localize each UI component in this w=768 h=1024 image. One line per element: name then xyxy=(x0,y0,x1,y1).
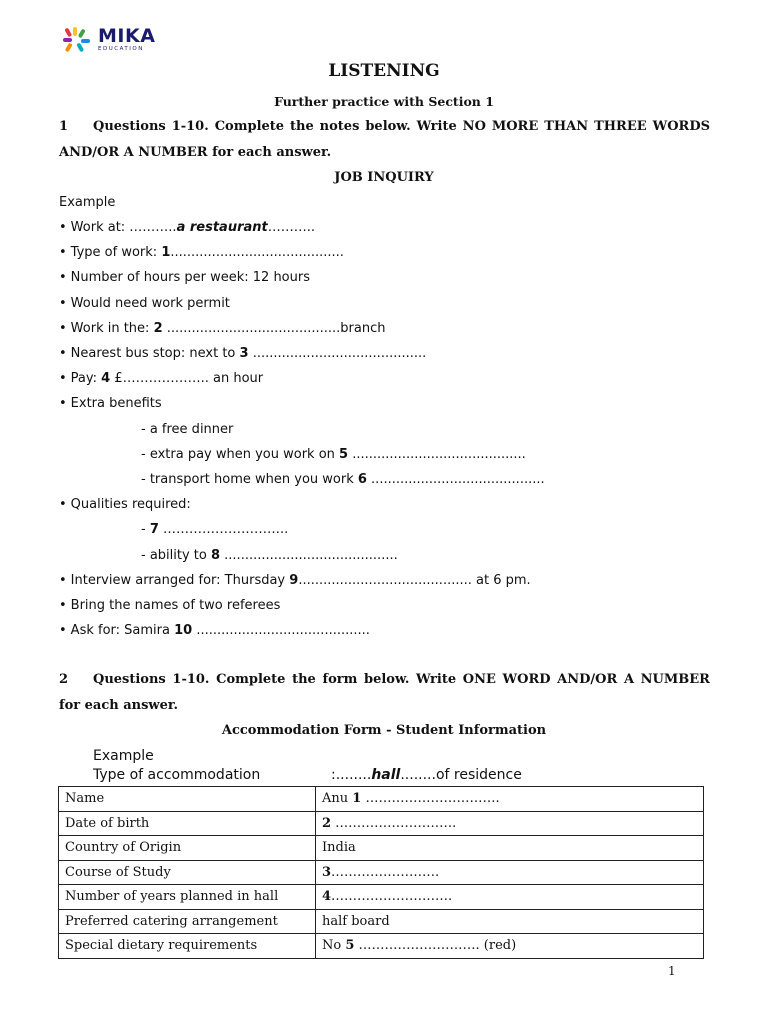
form-field-value: 2 ………………………. xyxy=(316,811,704,836)
form-field-value: Anu 1 …………………………. xyxy=(316,787,704,812)
form-field-label: Country of Origin xyxy=(59,836,316,861)
bullet-icon: • xyxy=(59,371,67,386)
bullet-icon: • xyxy=(59,220,67,235)
form-field-label: Special dietary requirements xyxy=(59,934,316,959)
form-row xyxy=(59,811,704,836)
form-field-label: Number of years planned in hall xyxy=(59,885,316,910)
note-qualities: • Qualities required: xyxy=(59,497,191,512)
bullet-icon: • xyxy=(59,245,67,260)
form-field-label: Preferred catering arrangement xyxy=(59,909,316,934)
note-transport: - transport home when you work 6 .......................................... xyxy=(141,472,545,487)
form-field-label: Date of birth xyxy=(59,811,316,836)
question-1-instructions xyxy=(59,114,710,166)
page-subtitle: Further practice with Section 1 xyxy=(274,94,494,109)
example-label: Example xyxy=(59,195,116,210)
bullet-icon: • xyxy=(59,346,67,361)
job-inquiry-heading: JOB INQUIRY xyxy=(334,170,434,185)
question-2-number: 2 xyxy=(59,672,69,687)
bullet-icon: • xyxy=(59,598,67,613)
bullet-icon: • xyxy=(59,321,67,336)
page-number: 1 xyxy=(668,964,676,978)
form-field-value: 4………………………. xyxy=(316,885,704,910)
bullet-icon: • xyxy=(59,573,67,588)
note-branch: • Work in the: 2 ..........................................branch xyxy=(59,321,386,336)
note-quality-7: - 7 ……………………….. xyxy=(141,522,289,537)
question-2-instructions xyxy=(59,667,710,719)
bullet-icon: • xyxy=(59,270,67,285)
accommodation-form-heading: Accommodation Form - Student Information xyxy=(221,723,547,738)
form-example-label: Example xyxy=(93,748,154,764)
note-bus-stop: • Nearest bus stop: next to 3 .......................................... xyxy=(59,346,427,361)
form-row xyxy=(59,934,704,959)
form-field-label: Name xyxy=(59,787,316,812)
form-row xyxy=(59,860,704,885)
form-example-row: Type of accommodation :........hall........of residence xyxy=(93,767,522,783)
bullet-icon: • xyxy=(59,623,67,638)
form-row xyxy=(59,787,704,812)
mika-logo xyxy=(60,26,155,54)
question-1-number: 1 xyxy=(59,119,69,134)
note-type-of-work: • Type of work: 1.......................................... xyxy=(59,245,344,260)
question-1-text: Questions 1-10. Complete the notes below. Write NO MORE THAN THREE WORDS AND/OR A NUMBER for each answer. xyxy=(59,119,710,160)
question-2-text: Questions 1-10. Complete the form below. Write ONE WORD AND/OR A NUMBER for each answer. xyxy=(59,672,710,713)
note-ability: - ability to 8 .......................................... xyxy=(141,548,398,563)
logo-name: MIKA xyxy=(98,25,156,48)
note-free-dinner: - a free dinner xyxy=(141,422,234,437)
form-field-value: half board xyxy=(316,909,704,934)
note-extra-pay: - extra pay when you work on 5 .......................................... xyxy=(141,447,526,462)
note-interview: • Interview arranged for: Thursday 9.......................................... at 6 pm. xyxy=(59,573,531,588)
form-field-value: No 5 ………………………. (red) xyxy=(316,934,704,959)
note-benefits: • Extra benefits xyxy=(59,396,162,411)
form-row xyxy=(59,885,704,910)
note-pay: • Pay: 4 £……………….. an hour xyxy=(59,371,264,386)
note-hours: • Number of hours per week: 12 hours xyxy=(59,270,310,285)
form-row xyxy=(59,909,704,934)
mika-logo-icon xyxy=(60,26,94,54)
note-ask-for: • Ask for: Samira 10 .......................................... xyxy=(59,623,370,638)
bullet-icon: • xyxy=(59,296,67,311)
note-referees: • Bring the names of two referees xyxy=(59,598,281,613)
form-field-value: 3……………………. xyxy=(316,860,704,885)
bullet-icon: • xyxy=(59,497,67,512)
form-row xyxy=(59,836,704,861)
logo-sub: EDUCATION xyxy=(98,46,144,53)
form-field-label: Course of Study xyxy=(59,860,316,885)
bullet-icon: • xyxy=(59,396,67,411)
form-field-value: India xyxy=(316,836,704,861)
note-work-at: • Work at: ………..a restaurant……….. xyxy=(59,220,316,235)
page-title: LISTENING xyxy=(328,61,440,81)
student-information-form xyxy=(58,786,704,959)
note-permit: • Would need work permit xyxy=(59,296,230,311)
